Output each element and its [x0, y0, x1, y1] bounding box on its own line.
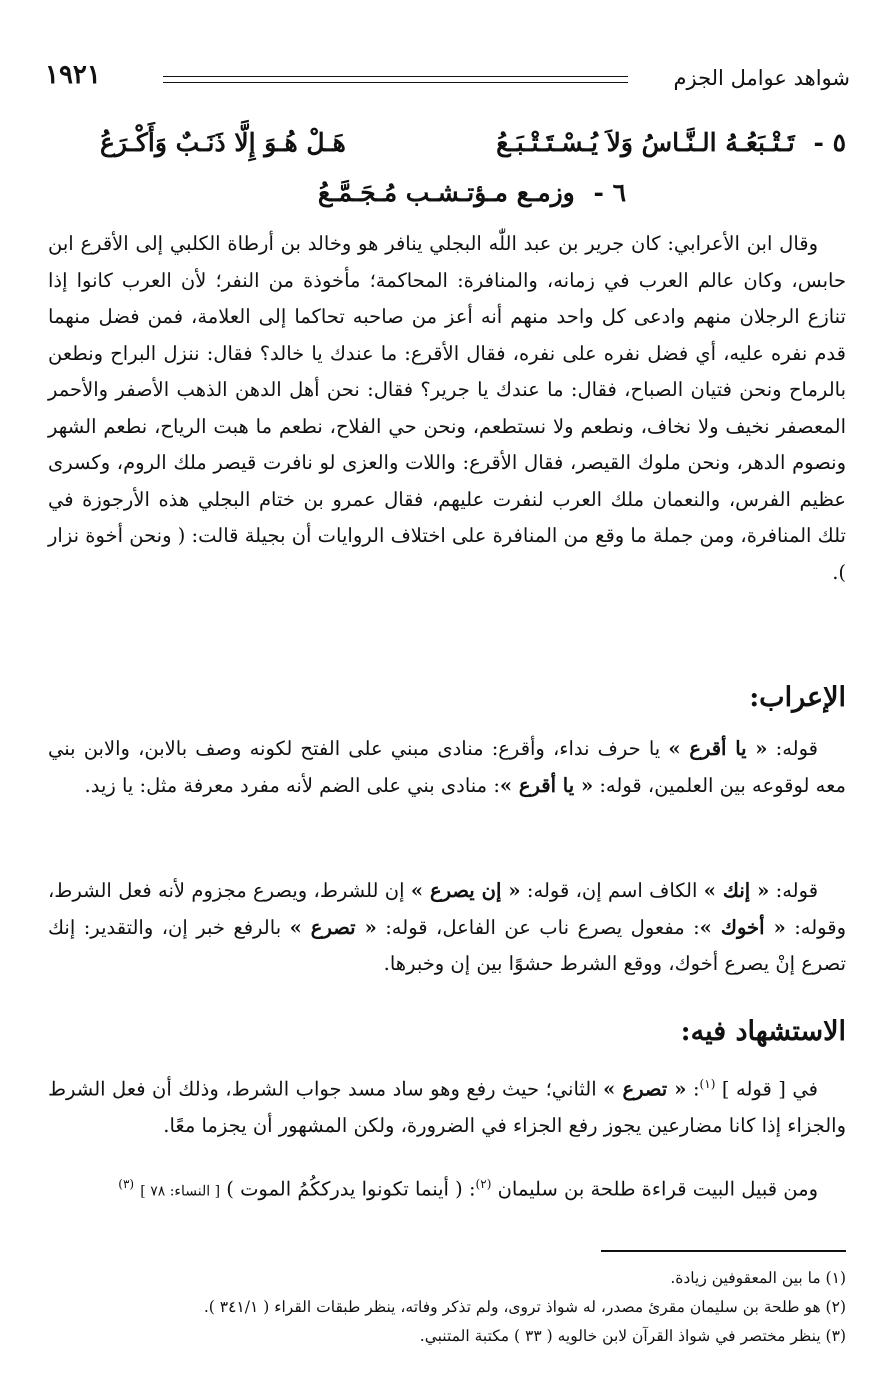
quoted-word: « يا أقرع »: [668, 737, 768, 760]
footnote-marker: (١): [699, 1077, 716, 1091]
quoted-word: « يا أقرع »: [499, 773, 594, 797]
verse-number: ٦ -: [593, 178, 626, 207]
verse-hemistich-second: هَـلْ هُـوَ إِلَّا ذَنَـبٌ وَأَكْـرَعُ: [100, 128, 346, 157]
section-heading-istishhad: الاستشهاد فيه:: [680, 1016, 846, 1047]
footnote-separator: [601, 1250, 846, 1252]
footnotes: [48, 1264, 846, 1351]
text-run: في [ قوله ]: [715, 1077, 818, 1101]
irab-paragraph-1: [48, 731, 846, 804]
header-title: شواهد عوامل الجزم: [673, 66, 850, 90]
verse-hemistich-first: وزمـع مـؤتـشـب مُـجَـمَّـعُ: [317, 178, 575, 207]
footnote-2: (٢) هو طلحة بن سليمان مقرئ مصدر، له شواذ تروى، ولم تذكر وفاته، ينظر طبقات القراء ( ٣٤١/١ ).: [203, 1298, 846, 1316]
text-run: : مفعول يصرع ناب عن الفاعل، قوله:: [376, 915, 700, 939]
quoted-word: « أخوك »: [699, 915, 786, 939]
verse-number: ٥ -: [813, 128, 846, 157]
quran-reference: [ النساء: ٧٨ ]: [140, 1183, 221, 1200]
quoted-word: « تصرع »: [603, 1077, 687, 1101]
text-run: الكاف اسم إن، قوله:: [520, 879, 704, 902]
verse-6: [318, 178, 626, 207]
footnote-3: (٣) ينظر مختصر في شواذ القرآن لابن خالويه ( ٣٣ ) مكتبة المتنبي.: [419, 1327, 846, 1345]
quoted-word: « تصرع »: [289, 915, 377, 939]
text-run: قوله:: [769, 879, 819, 902]
istishhad-paragraph-2: [48, 1166, 846, 1210]
text-run: : منادى بني على الضم لأنه مفرد معرفة مثل: يا زيد.: [84, 773, 500, 797]
verse-hemistich-first: تَـتْـبَعُـهُ الـنَّـاسُ وَلاَ يُـسْـتَـتْـبَـعُ: [496, 128, 795, 157]
intro-paragraph: وقال ابن الأعرابي: كان جرير بن عبد اللّٰه البجلي ينافر هو وخالد بن أرطاة الكلبي إلى الأقرع ابن حابس، وكان عالم العرب في زمانه، والمنافرة: المحاكمة؛ مأخوذة من النفر؛ لأن العرب كانوا إذا تنازع الرجلان منهم وادعى كل واحد منهم أنه أعز من صاحبه تحاكما إلى العلامة، فمن فضل منهما قدم نفره عليه، أي فضل نفره على نفره، فقال الأقرع: ما عندك يا خالد؟ فقال: ننزل البراح ونطعن بالرماح ونحن فتيان الصباح، فقال: ما عندك يا جرير؟ فقال: نحن أهل الدهن الذهب الأصفر والأحمر المعصفر نخيف ولا نخاف، ونطعم ولا نستطعم، ونحن حي الفلاح، نطعم ما هبت الرياح، نطعم الشهر ونصوم الدهر، ونحن ملوك القيصر، فقال الأقرع: واللات والعزى لو نافرت قيصر ملك الروم، وكسرى عظيم الفرس، والنعمان ملك العرب لنفرت عليهم، فقال عمرو بن ختام البجلي هذه الأرجوزة في تلك المنافرة، ومن جملة ما وقع من المنافرة على اختلاف الروايات أن بجيلة قالت: ( ونحن أخوة نزار ).: [48, 232, 846, 584]
text-run: بالرفع خبر إن، والتقدير: إنك تصرع إنْ يصرع أخوك، ووقع الشرط حشوًا بين إن وخبرها.: [48, 915, 846, 975]
text-run: يا حرف نداء، وأقرع: منادى مبني على الفتح لكونه وصف بالابن، والابن بني معه لوقوعه بين العلمين، قوله:: [48, 737, 846, 797]
text-run: : ( أينما تكونوا يدرككُمُ الموت ): [220, 1177, 476, 1201]
quoted-word: « إنك »: [703, 879, 770, 902]
running-header: [45, 56, 850, 100]
text-run: الثاني؛ حيث رفع وهو ساد مسد جواب الشرط، وذلك أن فعل الشرط والجزاء إذا كانا مضارعين يجوز رفع الجزاء في الضرورة، ولكن المشهور أن يجزما معًا.: [48, 1077, 846, 1137]
verse-5-second: [100, 128, 346, 157]
text-run: ومن قبيل البيت قراءة طلحة بن سليمان: [491, 1177, 818, 1201]
footnote-marker: (٣): [118, 1177, 135, 1191]
footnote-marker: (٢): [475, 1177, 492, 1191]
section-heading-irab: الإعراب:: [749, 682, 846, 713]
text-run: :: [686, 1077, 700, 1101]
header-double-rule: [163, 76, 628, 83]
text-run: إن للشرط، ويصرع مجزوم لأنه فعل الشرط، وقوله:: [48, 879, 846, 939]
istishhad-paragraph-1: [48, 1066, 846, 1145]
verse-5: [496, 128, 846, 157]
page-number: ١٩٢١: [45, 60, 101, 90]
irab-paragraph-2: [48, 873, 846, 983]
footnote-1: (١) ما بين المعقوفين زيادة.: [670, 1269, 846, 1287]
text-run: قوله:: [767, 737, 818, 760]
quoted-word: « إن يصرع »: [410, 879, 521, 902]
